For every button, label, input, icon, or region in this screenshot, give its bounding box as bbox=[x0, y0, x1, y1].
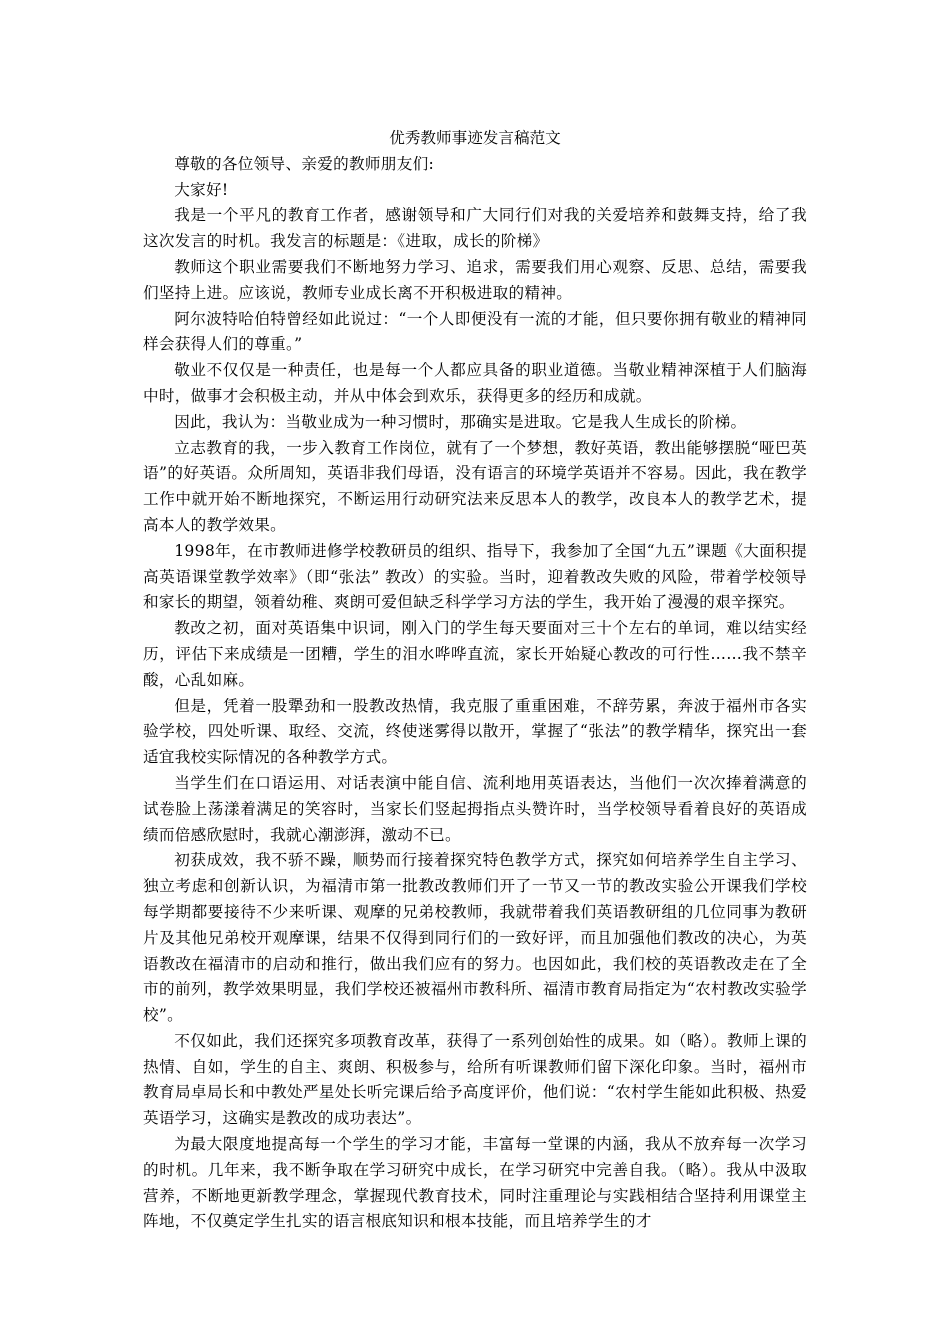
paragraph-salutation: 尊敬的各位领导、亲爱的教师朋友们: bbox=[174, 154, 435, 173]
paragraph-quote: 阿尔波特哈伯特曾经如此说过：“一个人即便没有一流的才能，但只要你拥有敬业的精神同样会获得人们的尊重。” bbox=[143, 309, 807, 354]
document-page bbox=[143, 126, 807, 1235]
paragraph-teacher-profession: 教师这个职业需要我们不断地努力学习、追求，需要我们用心观察、反思、总结，需要我们坚持上进。应该说，教师专业成长离不开积极进取的精神。 bbox=[143, 257, 807, 302]
paragraph-dedication: 敬业不仅仅是一种责任，也是每一个人都应具备的职业道德。当敬业精神深植于人们脑海中时，做事才会积极主动，并从中体会到欢乐，获得更多的经历和成就。 bbox=[143, 361, 807, 405]
paragraph-success: 当学生们在口语运用、对话表演中能自信、流利地用英语表达，当他们一次次捧着满意的试卷脸上荡漾着满足的笑容时，当家长们竖起拇指点头赞许时，当学校领导看着良好的英语成绩而倍感欣慰时，我就心潮澎湃，激动不已。 bbox=[143, 773, 807, 844]
document-title: 优秀教师事迹发言稿范文 bbox=[389, 129, 561, 147]
paragraph-greeting: 大家好! bbox=[174, 180, 229, 199]
paragraph-intro: 我是一个平凡的教育工作者，感谢领导和广大同行们对我的关爱培养和鼓舞支持，给了我这次发言的时机。我发言的标题是：《进取，成长的阶梯》 bbox=[143, 206, 807, 251]
paragraph-ambition: 立志教育的我，一步入教育工作岗位，就有了一个梦想，教好英语，教出能够摆脱“哑巴英语”的好英语。众所周知，英语非我们母语，没有语言的环境学英语并不容易。因此，我在教学工作中就开始不断地探究，不断运用行动研究法来反思本人的教学，改良本人的教学艺术，提高本人的教学效果。 bbox=[143, 438, 807, 534]
paragraph-learning: 为最大限度地提高每一个学生的学习才能，丰富每一堂课的内涵，我从不放弃每一次学习的时机。几年来，我不断争取在学习研究中成长，在学习研究中完善自我。（略）。我从中汲取营养，不断地更新教学理念，掌握现代教育技术，同时注重理论与实践相结合坚持利用课堂主阵地，不仅奠定学生扎实的语言根底知识和根本技能，而且培养学生的才 bbox=[143, 1135, 807, 1231]
paragraph-perseverance: 但是，凭着一股犟劲和一股教改热情，我克服了重重困难，不辞劳累，奔波于福州市各实验学校，四处听课、取经、交流，终使迷雾得以散开，掌握了“张法”的教学精华，探究出一套适宜我校实际情况的各种教学方式。 bbox=[143, 696, 807, 767]
paragraph-initial-results: 初获成效，我不骄不躁，顺势而行接着探究特色教学方式，探究如何培养学生自主学习、独立考虑和创新认识，为福清市第一批教改教师们开了一节又一节的教改实验公开课我们学校每学期都要接待不少来听课、观摩的兄弟校教师，我就带着我们英语教研组的几位同事为教研片及其他兄弟校开观摩课，结果不仅得到同行们的一致好评，而且加强他们教改的决心，为英语教改在福清市的启动和推行，做出我们应有的努力。也因如此，我们校的英语教改走在了全市的前列，教学效果明显，我们学校还被福州市教科所、福清市教育局指定为“农村教改实验学校”。 bbox=[143, 851, 807, 1025]
paragraph-achievements: 不仅如此，我们还探究多项教育改革，获得了一系列创始性的成果。如（略）。教师上课的热情、自如，学生的自主、爽朗、积极参与，给所有听课教师们留下深化印象。当时，福州市教育局卓局长和中教处严星处长听完课后给予高度评价，他们说：“农村学生能如此积极、热爱英语学习，这确实是教改的成功表达”。 bbox=[143, 1031, 807, 1128]
paragraph-1998: 1998年，在市教师进修学校教研员的组织、指导下，我参加了全国“九五”课题《大面积提高英语课堂教学效率》（即“张法” 教改）的实验。当时，迎着教改失败的风险，带着学校领导和家长的期望，领着幼稚、爽朗可爱但缺乏科学学习方法的学生，我开始了漫漫的艰辛探究。 bbox=[143, 541, 807, 612]
paragraph-reform-start: 教改之初，面对英语集中识词，刚入门的学生每天要面对三十个左右的单词，难以结实经历，评估下来成绩是一团糟，学生的泪水哗哗直流，家长开始疑心教改的可行性……我不禁辛酸，心乱如麻。 bbox=[143, 619, 807, 689]
paragraph-conclusion: 因此，我认为：当敬业成为一种习惯时，那确实是进取。它是我人生成长的阶梯。 bbox=[174, 412, 747, 431]
